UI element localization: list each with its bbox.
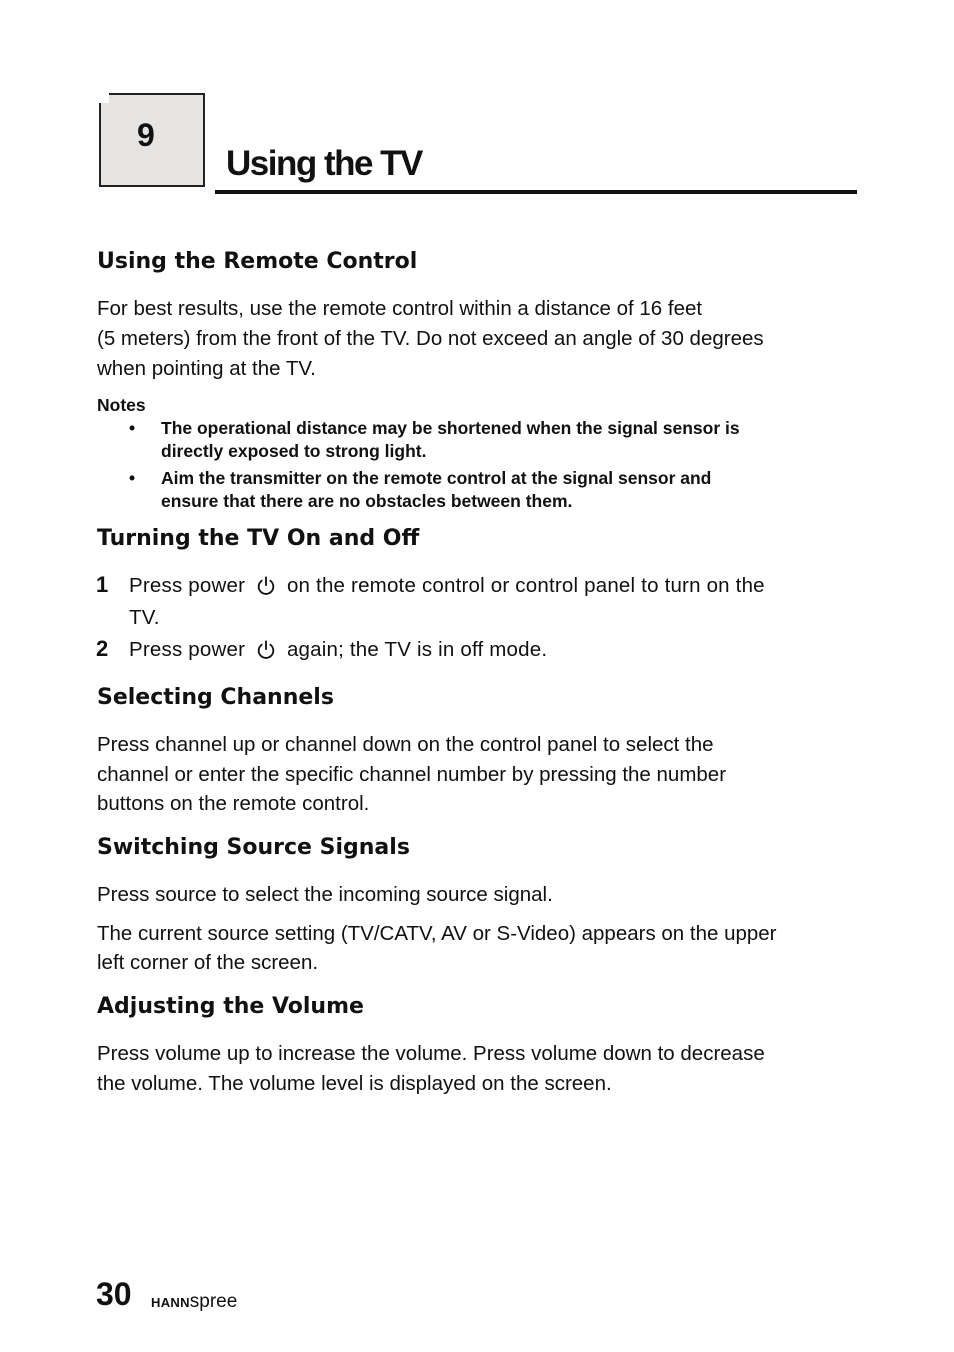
note-1-line-1: The operational distance may be shortened when the signal sensor is bbox=[161, 418, 740, 438]
channels-text-line-1: Press channel up or channel down on the control panel to select the bbox=[97, 733, 714, 756]
step-2-text bbox=[129, 634, 547, 665]
volume-text-line-1: Press volume up to increase the volume. Press volume down to decrease bbox=[97, 1042, 765, 1065]
source-text-line-1: Press source to select the incoming source signal. bbox=[97, 883, 553, 906]
step-1-continued: TV. bbox=[129, 606, 160, 629]
chapter-box bbox=[99, 93, 205, 187]
channels-text-line-3: buttons on the remote control. bbox=[97, 792, 370, 815]
heading-channels: Selecting Channels bbox=[97, 685, 334, 710]
volume-text-line-2: the volume. The volume level is displayed on the screen. bbox=[97, 1072, 612, 1095]
note-bullet: • bbox=[129, 418, 136, 438]
chapter-title: Using the TV bbox=[226, 144, 422, 183]
heading-remote-control: Using the Remote Control bbox=[97, 249, 418, 274]
brand-bold: HANN bbox=[151, 1295, 190, 1310]
note-2-line-2: ensure that there are no obstacles between them. bbox=[161, 491, 573, 511]
step-2-before: Press power bbox=[129, 638, 246, 661]
note-1-line-2: directly exposed to strong light. bbox=[161, 441, 427, 461]
heading-volume: Adjusting the Volume bbox=[97, 994, 364, 1019]
chapter-rule bbox=[215, 190, 857, 194]
power-icon bbox=[255, 639, 277, 661]
remote-text-line-2: (5 meters) from the front of the TV. Do not exceed an angle of 30 degrees bbox=[97, 327, 764, 350]
brand-light: spree bbox=[189, 1291, 238, 1312]
remote-text-line-1: For best results, use the remote control within a distance of 16 feet bbox=[97, 297, 703, 320]
note-bullet: • bbox=[129, 468, 136, 488]
source-text-line-2: The current source setting (TV/CATV, AV or S-Video) appears on the upper bbox=[97, 922, 777, 945]
power-icon bbox=[255, 575, 277, 597]
step-number: 2 bbox=[96, 636, 109, 661]
step-1-before: Press power bbox=[129, 574, 246, 597]
heading-source: Switching Source Signals bbox=[97, 835, 410, 860]
heading-power: Turning the TV On and Off bbox=[97, 526, 420, 551]
note-2-line-1: Aim the transmitter on the remote control at the signal sensor and bbox=[161, 468, 712, 488]
channels-text-line-2: channel or enter the specific channel number by pressing the number bbox=[97, 763, 727, 786]
remote-text-line-3: when pointing at the TV. bbox=[97, 357, 316, 380]
step-1-text bbox=[129, 570, 765, 601]
notes-label: Notes bbox=[97, 395, 146, 415]
step-number: 1 bbox=[96, 572, 109, 597]
source-text-line-3: left corner of the screen. bbox=[97, 951, 319, 974]
brand-logo bbox=[151, 1292, 237, 1311]
chapter-number: 9 bbox=[137, 117, 155, 153]
step-1-after: on the remote control or control panel to turn on the bbox=[286, 574, 765, 597]
page-number: 30 bbox=[96, 1276, 132, 1312]
step-2-after: again; the TV is in off mode. bbox=[286, 638, 548, 661]
